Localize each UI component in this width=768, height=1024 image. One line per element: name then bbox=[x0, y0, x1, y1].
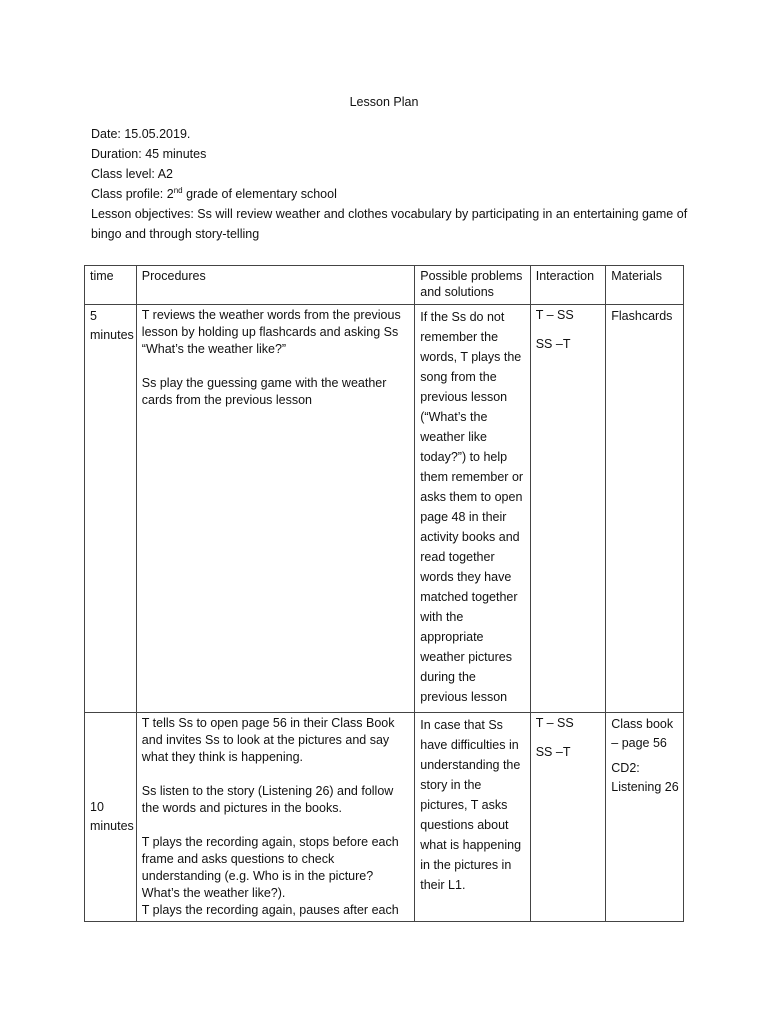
lesson-plan-table bbox=[84, 265, 684, 922]
header-materials: Materials bbox=[606, 266, 684, 305]
interaction-item: T – SS bbox=[535, 716, 574, 730]
table-row bbox=[85, 713, 684, 922]
duration-line: Duration: 45 minutes bbox=[91, 147, 207, 161]
lesson-meta bbox=[91, 124, 691, 244]
interaction-item: T – SS bbox=[535, 308, 574, 322]
header-procedures: Procedures bbox=[136, 266, 414, 305]
time-cell: 10 minutes bbox=[85, 713, 137, 922]
time-cell: 5 minutes bbox=[85, 305, 137, 713]
class-profile-ordinal: nd bbox=[173, 186, 183, 195]
procedures-cell bbox=[136, 713, 414, 922]
problems-cell: In case that Ss have difficulties in understanding the story in the pictures, T asks questions about what is happening in the pictures in their L1. bbox=[415, 713, 530, 922]
class-profile-suffix: grade of elementary school bbox=[182, 187, 337, 201]
problems-cell: If the Ss do not remember the words, T plays the song from the previous lesson (“What’s the weather like today?”) to help them remember or asks them to open page 48 in their activity books and read together words they have matched together with the appropriate weather pictures during the previous lesson bbox=[415, 305, 530, 713]
procedure-step: Ss listen to the story (Listening 26) and follow the words and pictures in the books. bbox=[141, 784, 394, 815]
interaction-cell bbox=[530, 305, 606, 713]
objectives-line: Lesson objectives: Ss will review weather and clothes vocabulary by participating in an entertaining game of bingo and through story-telling bbox=[91, 207, 688, 241]
interaction-item: SS –T bbox=[535, 337, 571, 351]
procedure-step: T plays the recording again, pauses after each bbox=[141, 903, 399, 917]
date-line: Date: 15.05.2019. bbox=[91, 127, 191, 141]
procedure-step: T tells Ss to open page 56 in their Class Book and invites Ss to look at the pictures and say what they think is happening. bbox=[141, 716, 395, 764]
class-profile-line bbox=[91, 184, 691, 204]
table-header-row bbox=[85, 266, 684, 305]
page-title: Lesson Plan bbox=[349, 95, 419, 109]
class-profile-prefix: Class profile: 2 bbox=[91, 187, 174, 201]
interaction-item: SS –T bbox=[535, 745, 571, 759]
procedure-step: T plays the recording again, stops before each frame and asks questions to check understanding (e.g. Who is in the picture? What’s the weather like?). bbox=[141, 835, 399, 900]
material-item: CD2: Listening 26 bbox=[611, 761, 679, 794]
material-item: Flashcards bbox=[611, 309, 673, 323]
header-time: time bbox=[85, 266, 137, 305]
procedures-cell bbox=[136, 305, 414, 713]
materials-cell bbox=[606, 713, 684, 922]
material-item: Class book – page 56 bbox=[611, 717, 674, 750]
procedure-step: T reviews the weather words from the previous lesson by holding up flashcards and asking Ss “What’s the weather like?” bbox=[141, 308, 401, 356]
header-problems: Possible problems and solutions bbox=[415, 266, 530, 305]
materials-cell bbox=[606, 305, 684, 713]
class-level-line: Class level: A2 bbox=[91, 167, 173, 181]
procedure-step: Ss play the guessing game with the weather cards from the previous lesson bbox=[141, 376, 387, 407]
table-row bbox=[85, 305, 684, 713]
header-interaction: Interaction bbox=[530, 266, 606, 305]
interaction-cell bbox=[530, 713, 606, 922]
